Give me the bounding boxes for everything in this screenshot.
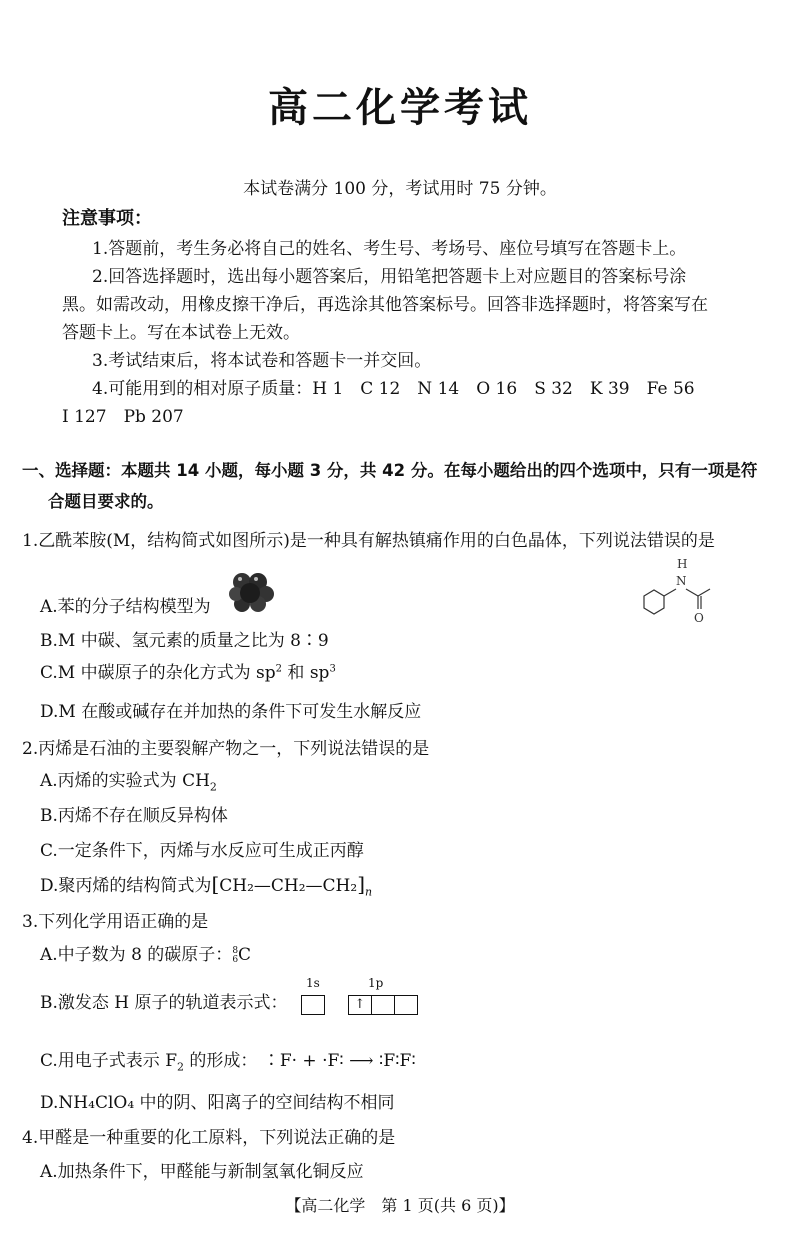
q3-element: C [238,945,252,965]
q2-sub-2: 2 [209,780,217,794]
benzene-model-icon [228,570,274,612]
q3-option-b: B.激发态 H 原子的轨道表示式： [40,993,288,1013]
q3-electron-left: ∶F· + ·F∶ [262,1051,344,1071]
q3-option-c-mid: 的形成： [184,1051,258,1071]
question-3-stem: 3.下列化学用语正确的是 [22,912,209,932]
q1-sup-3: 3 [329,663,336,675]
question-2-stem: 2.丙烯是石油的主要裂解产物之一，下列说法错误的是 [22,739,430,759]
q3-electron-right: ∶F∶F∶ [378,1051,416,1071]
struct-n-label: N [676,574,687,588]
struct-h-label: H [677,557,688,571]
q2-option-a [40,766,217,793]
orbital-box-1p-1: ↑ [348,995,372,1015]
q3-mass-number: 8 [232,945,239,956]
q3-option-d: D.NH₄ClO₄ 中的阴、阳离子的空间结构不相同 [40,1093,395,1113]
q1-option-c-mid: 和 sp [282,663,330,683]
orbital-diagram [301,994,418,1015]
orbital-1s-label: 1s [306,976,320,990]
q1-option-b: B.M 中碳、氢元素的质量之比为 8∶9 [40,631,329,651]
orbital-box-1s [301,995,325,1015]
q1-option-a-text: A.苯的分子结构模型为 [40,597,211,617]
exam-info: 本试卷满分 100 分，考试用时 75 分钟。 [243,179,557,199]
q3-atomic-number: 6 [232,954,239,965]
q1-sup-2: 2 [275,663,283,675]
notice-item: 答题卡上。写在本试卷上无效。 [62,323,300,343]
struct-o-label: O [694,611,704,625]
q3-reaction-arrow: ⟶ [349,1051,374,1071]
notice-item: 1.答题前，考生务必将自己的姓名、考生号、考场号、座位号填写在答题卡上。 [92,239,687,259]
acetanilide-structure-icon [630,556,720,630]
question-4-stem: 4.甲醛是一种重要的化工原料，下列说法正确的是 [22,1128,396,1148]
notice-heading: 注意事项： [62,208,152,229]
notice-item: 4.可能用到的相对原子质量：H 1 C 12 N 14 O 16 S 32 K 39 Fe 56 [92,379,695,399]
q2-option-b: B.丙烯不存在顺反异构体 [40,806,228,826]
q1-option-c-text: C.M 中碳原子的杂化方式为 sp [40,663,276,683]
q2-option-d: D.聚丙烯的结构简式为$[CH_2—CH_2—CH_2]_n$ [40,872,373,899]
page-title: 高二化学考试 [268,85,532,131]
q1-option-d: D.M 在酸或碱存在并加热的条件下可发生水解反应 [40,702,422,722]
q3-option-a-text: A.中子数为 8 的碳原子： [40,945,233,965]
q4-option-a: A.加热条件下，甲醛能与新制氢氧化铜反应 [40,1162,364,1182]
orbital-box-1p-2 [372,995,395,1015]
notice-item: 黑。如需改动，用橡皮擦干净后，再选涂其他答案标号。回答非选择题时，将答案写在 [62,295,708,315]
orbital-1p-label: 1p [368,976,384,990]
question-1-stem: 1.乙酰苯胺(M，结构简式如图所示)是一种具有解热镇痛作用的白色晶体，下列说法错误的是 [22,531,715,551]
q1-option-c [40,658,336,683]
notice-item: I 127 Pb 207 [62,407,184,427]
q2-polymer-n: n [365,885,373,899]
q2-polymer-formula: CH₂—CH₂—CH₂ [219,876,358,896]
q3-sub-2: 2 [177,1060,185,1074]
q3-option-a [40,940,251,965]
q2-option-d-text: D.聚丙烯的结构简式为 [40,876,212,896]
q3-option-c-text: C.用电子式表示 F [40,1051,178,1071]
orbital-box-1p-3 [395,995,418,1015]
q2-option-c: C.一定条件下，丙烯与水反应可生成正丙醇 [40,841,364,861]
notice-item: 3.考试结束后，将本试卷和答题卡一并交回。 [92,351,432,371]
page-footer: 【高二化学 第 1 页(共 6 页)】 [285,1196,515,1215]
section-heading-cont: 合题目要求的。 [48,492,164,511]
q1-option-a [40,592,211,617]
notice-item: 2.回答选择题时，选出每小题答案后，用铅笔把答题卡上对应题目的答案标号涂 [92,267,687,287]
q3-option-c [40,1046,416,1073]
section-heading: 一、选择题：本题共 14 小题，每小题 3 分，共 42 分。在每小题给出的四个选项中，只有一项是符 [22,461,758,480]
q2-option-a-text: A.丙烯的实验式为 CH [40,771,210,791]
